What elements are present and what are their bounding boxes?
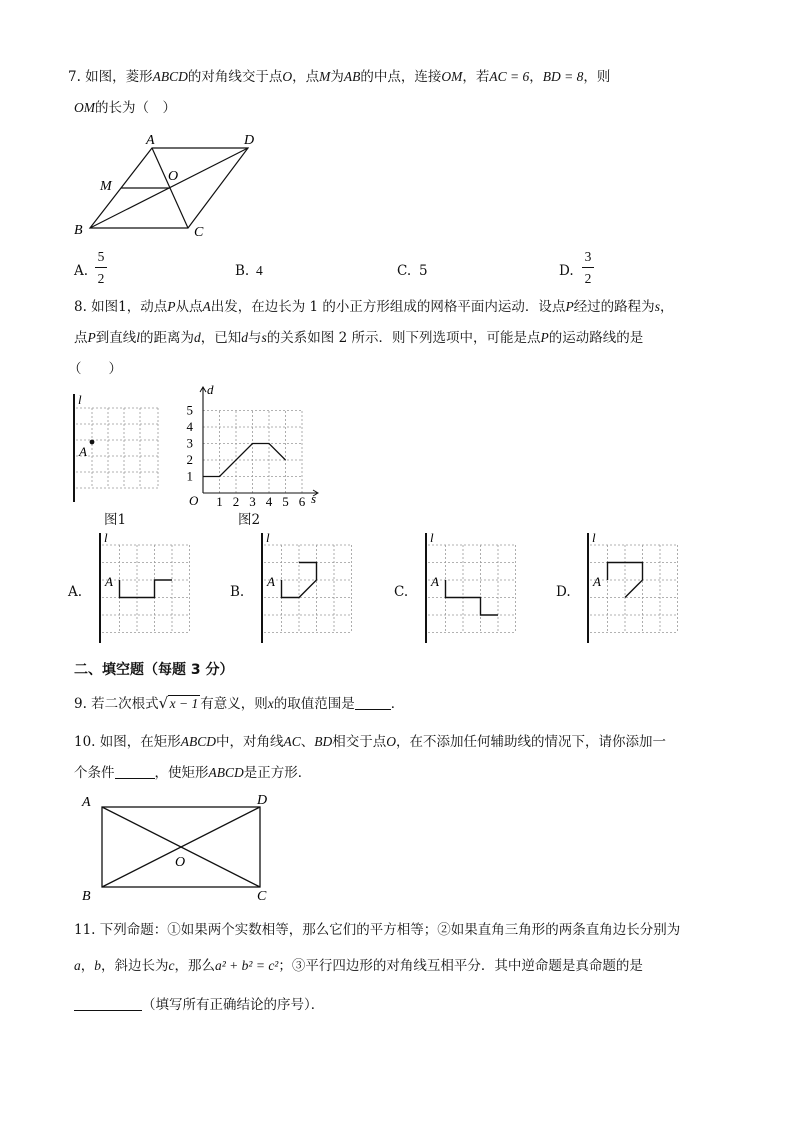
q10-label-o: O	[175, 855, 186, 870]
q10-answer-blank[interactable]	[115, 764, 155, 779]
q8-option-label: D.	[556, 584, 571, 600]
fig2-ytick-label: 1	[186, 468, 193, 484]
q10-label-d: D	[257, 793, 268, 808]
q8-option-grid	[580, 531, 680, 646]
q7-label-c: C	[194, 225, 204, 240]
q7-label-o: O	[168, 169, 179, 184]
q8-fig2-ylabel: d	[207, 382, 214, 397]
q10-text-line1: 10. 如图，在矩形ABCD中，对角线AC、BD相交于点O，在不添加任何辅助线的情况下，请你添加一	[74, 734, 667, 750]
fig2-xtick-label: 2	[232, 494, 240, 509]
q8-option-label: A.	[68, 584, 83, 600]
fig2-xtick-label: 5	[282, 494, 289, 509]
q10-label-a: A	[82, 795, 91, 810]
q8-option-label: B.	[230, 584, 245, 600]
q7-option-c-value: 5	[419, 263, 428, 279]
q9-text: 9. 若二次根式 √ x − 1 有意义，则x的取值范围是 ．	[74, 694, 405, 712]
q8-fig2-caption: 图2	[238, 512, 261, 528]
q8-option-grid	[92, 531, 192, 646]
q8-text-line1: 8. 如图1，动点P从点A出发，在边长为 1 的小正方形组成的网格平面内运动．设点P经过的路程为s，	[74, 299, 674, 315]
q7-label-b: B	[74, 223, 83, 238]
q7-option-d-den: 2	[584, 271, 592, 286]
fig2-ytick-label: 5	[186, 402, 193, 418]
q7-option-a-num: 5	[97, 249, 105, 264]
section-title: 二、填空题（每题 3 分）	[74, 662, 234, 678]
q8-fig2-chart	[175, 383, 325, 508]
q11-answer-blank[interactable]	[74, 996, 142, 1011]
label-a: A	[105, 574, 113, 589]
q7-option-a-label: A.	[74, 263, 89, 279]
q8-fig1-label-l: l	[78, 392, 82, 407]
q8-fig1-caption: 图1	[104, 512, 127, 528]
q7-option-b-value: 4	[256, 263, 263, 278]
q7-option-a-den: 2	[97, 271, 105, 286]
q7-text-line1: 7. 如图，菱形ABCD的对角线交于点O，点M为AB的中点，连接OM，若AC = 6，BD = 8，则	[68, 69, 611, 85]
label-l: l	[592, 530, 596, 545]
label-l: l	[266, 530, 270, 545]
motion-path	[120, 580, 173, 598]
motion-path	[446, 580, 499, 615]
q7-rhombus-figure	[70, 128, 270, 238]
label-a: A	[593, 574, 601, 589]
label-l: l	[430, 530, 434, 545]
fig2-ytick-label: 4	[186, 419, 193, 434]
q7-text-line2: OM的长为（ ）	[74, 100, 176, 116]
q7-label-d: D	[244, 133, 255, 148]
fig2-xtick-label: 1	[216, 494, 223, 509]
q8-text-line2: 点P到直线l的距离为d，已知d与s的关系如图 2 所示．则下列选项中，可能是点P的运动路线的是	[74, 330, 644, 346]
q10-rectangle-figure	[80, 792, 280, 902]
q7-label-m: M	[100, 179, 112, 194]
label-l: l	[104, 530, 108, 545]
q11-text-line2: a，b，斜边长为c，那么a² + b² = c²；③平行四边形的对角线互相平分．其中逆命题是真命题的是	[74, 958, 643, 974]
q8-fig2-xlabel: s	[311, 491, 317, 506]
q8-fig1-grid	[68, 390, 168, 510]
fig2-ytick-label: 2	[186, 452, 193, 467]
q7-option-d-num: 3	[584, 249, 592, 264]
label-a: A	[267, 574, 275, 589]
q11-text-line1: 11. 下列命题：①如果两个实数相等，那么它们的平方相等；②如果直角三角形的两条直角边长分别为	[74, 922, 681, 938]
motion-path	[282, 563, 317, 598]
q8-option-grid	[254, 531, 354, 646]
q7-option-c-label: C.	[397, 263, 412, 279]
q8-option-label: C.	[394, 584, 409, 600]
q7-option-b-label: B.	[235, 263, 250, 279]
q10-text-line2: 个条件 ，使矩形ABCD是正方形．	[74, 765, 312, 781]
q9-answer-blank[interactable]	[355, 695, 391, 710]
q7-option-d-bar	[582, 267, 594, 268]
q7-label-a: A	[146, 133, 155, 148]
fig2-ytick-label: 3	[186, 435, 193, 451]
q11-text-line3: （填写所有正确结论的序号）．	[74, 996, 324, 1014]
q7-option-d-label: D.	[559, 263, 574, 279]
q8-text-line3: （ ）	[68, 361, 122, 377]
q9-sqrt: √ x − 1	[158, 694, 199, 712]
q8-option-grid	[418, 531, 518, 646]
fig2-xtick-label: 4	[265, 494, 273, 509]
q7-option-a-bar	[95, 267, 107, 268]
motion-path	[608, 563, 643, 598]
fig2-xtick-label: 6	[298, 494, 306, 509]
q8-fig1-label-a: A	[79, 444, 87, 459]
label-a: A	[431, 574, 439, 589]
q8-fig2-origin: O	[189, 493, 199, 508]
fig2-xtick-label: 3	[249, 494, 256, 509]
q10-label-c: C	[257, 889, 267, 904]
q10-label-b: B	[82, 889, 91, 904]
